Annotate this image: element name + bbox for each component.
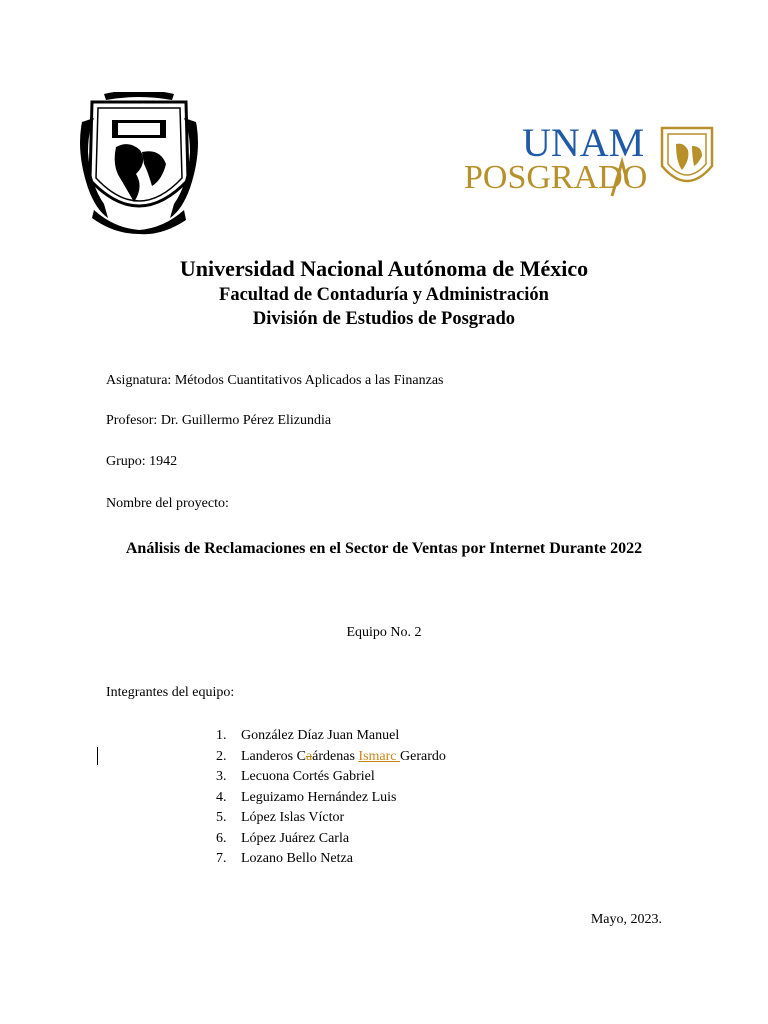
- team-number: Equipo No. 2: [346, 625, 422, 640]
- university-title: Universidad Nacional Autónoma de México: [179, 256, 589, 281]
- list-item: [216, 849, 446, 870]
- division-title: División de Estudios de Posgrado: [252, 309, 516, 329]
- project-label: Nombre del proyecto:: [106, 496, 229, 511]
- members-label: Integrantes del equipo:: [106, 685, 235, 700]
- faculty-title: Facultad de Contaduría y Administración: [219, 285, 549, 305]
- list-number: 4.: [216, 789, 227, 805]
- group-line: Grupo: 1942: [106, 454, 178, 469]
- member-name: Leguizamo Hernández Luis: [241, 789, 397, 805]
- list-item: [216, 747, 446, 768]
- list-number: 5.: [216, 810, 227, 825]
- subject-line: Asignatura: Métodos Cuantitativos Aplicados a las Finanzas: [106, 373, 444, 388]
- members-list: [216, 726, 446, 870]
- member-name: Lecuona Cortés Gabriel: [241, 769, 375, 784]
- list-number: 3.: [216, 769, 227, 784]
- tracked-insertion[interactable]: Ismarc: [358, 748, 401, 764]
- list-number: 1.: [216, 728, 227, 743]
- unam-seal-logo: [74, 92, 204, 235]
- text-cursor[interactable]: [97, 747, 98, 765]
- list-number: 7.: [216, 851, 227, 866]
- list-number: 2.: [216, 748, 227, 764]
- unam-shield-gold-icon: [662, 128, 712, 181]
- document-date: Mayo, 2023.: [590, 912, 662, 927]
- member-name-part: Gerardo: [400, 748, 446, 764]
- professor-line: Profesor: Dr. Guillermo Pérez Elizundia: [106, 413, 332, 428]
- logo-unam-text: UNAM: [522, 122, 645, 165]
- list-item: [216, 726, 446, 747]
- list-number: 6.: [216, 830, 227, 846]
- member-name: López Islas Víctor: [241, 810, 345, 825]
- list-item: [216, 767, 446, 788]
- unam-posgrado-logo: [462, 122, 714, 200]
- logo-posgrado-text: POSGRADO: [464, 159, 648, 196]
- project-title: Análisis de Reclamaciones en el Sector de Ventas por Internet Durante 2022: [125, 540, 643, 557]
- list-item: [216, 808, 446, 829]
- member-name: González Díaz Juan Manuel: [241, 728, 400, 743]
- tracked-deletion[interactable]: a: [305, 748, 313, 764]
- member-name: Lozano Bello Netza: [241, 851, 353, 866]
- list-item: [216, 788, 446, 809]
- list-item: [216, 829, 446, 850]
- member-name-part: Landeros C: [241, 748, 306, 764]
- member-name-part: árdenas: [312, 748, 359, 764]
- member-name: López Juárez Carla: [241, 830, 350, 846]
